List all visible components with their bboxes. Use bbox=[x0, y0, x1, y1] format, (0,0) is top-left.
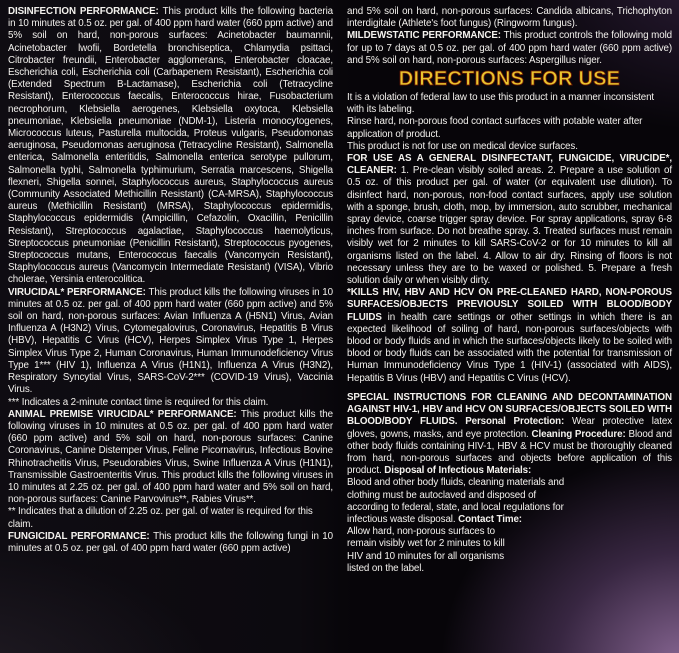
bold-run: ANIMAL PREMISE VIRUCIDAL* PERFORMANCE: bbox=[8, 408, 241, 420]
text-run: It is a violation of federal law to use this product in a manner inconsistent with its labeling. bbox=[347, 92, 655, 116]
text-run: Wear protective latex gloves, gowns, masks, and eye protection. bbox=[347, 416, 672, 440]
text-run: Allow hard, non-porous surfaces to remain visibly wet for 2 minutes to kill HIV and 10 minutes for all organisms listed on the label. bbox=[347, 526, 505, 574]
bold-run: MILDEWSTATIC PERFORMANCE: bbox=[347, 30, 504, 42]
paragraph-fungicidal-performance-continued bbox=[347, 6, 672, 30]
text-run: This product kills the following viruses in 10 minutes at 0.5 oz. per gal. of 400 ppm hard water (660 ppm active) and 5% soil on hard, non-porous surfaces: Canine Coronavirus, Canine Distemper Virus, Feline Picornavirus, Infectious Bovine Rhinotracheitis Virus, Pseudorabies Virus, Swine Influenza A Virus (H1N1), Transmissible Gastroenteritis Virus. This product kills the following viruses in 10 minutes at 2.25 oz. per gal. of 400 ppm hard water and 5% soil on hard, non-porous surfaces: Canine Parvovirus**, Rabies Virus**. bbox=[8, 408, 334, 506]
paragraph-mildewstatic-performance bbox=[347, 30, 672, 67]
paragraph-two-minute-contact-note bbox=[8, 397, 333, 409]
right-column-bottom bbox=[347, 92, 672, 575]
bold-run: Cleaning Procedure: bbox=[531, 428, 629, 440]
text-run: This product kills the following bacteria in 10 minutes at 0.5 oz. per gal. of 400 ppm hard water (660 ppm active) and 5% soil on hard, non-porous surfaces: Acinetobacter baumannii, Acinetobacter lwofii, Bordetella bronchiseptica, Chlamydia psittaci, Citrobacter freundii, Enterobacter agglomerans, Enterobacter cloacae, Escherichia coli, Escherichia coli (Carbapenem Resistant), Escherichia coli (Extended Spectrum B-Lactamase), Escherichia coli (Tetracycline Resistant), Enterococcus faecalis, Enterococcus hirae, Fusobacterium necrophorum, Klebsiella aerogenes, Klebsiella oxytoca, Klebsiella pneumoniae, Klebsiella pneumoniae (NDM-1), Listeria monocytogenes, Micrococcus luteus, Pasturella multocida, Proteus vulgaris, Pseudomonas aeruginosa, Pseudomonas aeruginosa (Tetracycline Resistant), Salmonella enterica, Salmonella enteritidis, Salmonella enterica serotype pullorum, Salmonella typhi, Salmonella typhimurium, Serratia marcescens, Shigella flexneri, Shigella sonnei, Staphylococcus aureus, Staphylococcus aureus (Community Associated Methicillin Resistant) (CA-MRSA), Staphylococcus aureus (Methicillin Resistant) (MRSA), Staphylococcus epidermidis, Staphylococcus epidermidis (Ampicillin, Cefazolin, Oxacillin, Penicillin Resistant), Streptococcus agalactiae, Staphylococcus haemolyticus, Streptococcus pneumoniae (Penicillin Resistant), Streptococcus pyogenes, Streptococcus mutans, Enterococcus faecalis (Vancomycin Resistant), Staphylococcus aureus (Vancomycin Intermediate Resistant) (VISA), Vibrio cholerae, Yersinia enterocolitica. bbox=[8, 6, 333, 286]
left-column bbox=[8, 6, 333, 555]
text-run: in health care settings or other settings in which there is an expected likelihood of soiling of hard, non-porous surfaces/objects with blood or body fluids and in which the surfaces/objects likely to be soiled with blood or body fluids can be associated with the potential for transmission of Human Immunodeficiency Virus Type 1 (HIV-1) (associated with AIDS), Hepatitis B Virus (HBV) and Hepatitis C Virus (HCV). bbox=[347, 311, 672, 384]
text-run: This product controls the following mold for up to 7 days at 0.5 oz. per gal. of 400 ppm hard water (660 ppm active) and 5% soil on hard, non-porous surfaces: Aspergillus niger. bbox=[347, 30, 672, 66]
paragraph-rinse-statement bbox=[347, 116, 672, 140]
paragraph-federal-law-statement bbox=[347, 92, 672, 116]
right-column-top bbox=[347, 6, 672, 67]
text-run: ** Indicates that a dilution of 2.25 oz. per gal. of water is required for this claim. bbox=[8, 506, 313, 530]
paragraph-medical-device-statement bbox=[347, 141, 672, 153]
paragraph-kills-hiv-hbv-hcv-statement bbox=[347, 287, 672, 385]
bold-run: Disposal of Infectious Materials: bbox=[384, 465, 532, 477]
bold-run: SPECIAL INSTRUCTIONS FOR CLEANING AND DECONTAMINATION AGAINST HIV-1, HBV and HCV ON SURFACES/OBJECTS SOILED WITH BLOOD/BODY FLUIDS. bbox=[347, 391, 672, 428]
text-run: *** Indicates a 2-minute contact time is required for this claim. bbox=[8, 396, 269, 408]
paragraph-general-disinfectant-directions bbox=[347, 153, 672, 287]
text-run: This product is not for use on medical device surfaces. bbox=[347, 140, 578, 152]
text-run: Blood and other body fluids, cleaning materials and clothing must be autoclaved and disposed of according to federal, state, and local regulations for infectious waste disposal. bbox=[347, 477, 565, 525]
bold-run: *KILLS HIV, HBV AND HCV ON PRE-CLEANED HARD, NON-POROUS SURFACES/OBJECTS PREVIOUSLY SOILED WITH BLOOD/BODY FLUIDS bbox=[347, 287, 672, 323]
text-run: and 5% soil on hard, non-porous surfaces: Candida albicans, Trichophyton interdigitale (Athlete's foot fungus) (Ringworm fungus). bbox=[347, 6, 672, 30]
text-run: This product kills the following fungi in 10 minutes at 0.5 oz. per gal. of 400 ppm hard water (660 ppm active) bbox=[8, 530, 334, 554]
bold-run: FOR USE AS A GENERAL DISINFECTANT, FUNGICIDE, VIRUCIDE*, CLEANER: bbox=[347, 153, 672, 177]
paragraph-fungicidal-performance bbox=[8, 531, 333, 555]
bold-run: Personal Protection: bbox=[465, 416, 572, 428]
corner-glow-spacer bbox=[522, 523, 672, 603]
paragraph-virucidal-performance bbox=[8, 287, 333, 397]
bold-run: DISINFECTION PERFORMANCE: bbox=[8, 6, 163, 17]
paragraph-dilution-note bbox=[8, 506, 333, 530]
text-run: 1. Pre-clean visibly soiled areas. 2. Prepare a use solution of 0.5 oz. of this product per gal. of water (or equivalent use dilution). To disinfect hard, non-porous, non-food contact surfaces, apply use solution with a sponge, brush, cloth, mop, by immersion, auto scrubber, mechanical spray device, coarse trigger spray device. For spray applications, spray 6-8 inches from surface. Do not breathe spray. 3. Treated surfaces must remain visibly wet for 2 minutes to kill SARS-CoV-2 or for 10 minutes to kill all organisms listed on the label. 4. Allow to air dry. Rinsing of floors is not necessary unless they are to be waxed or polished. 5. Prepare a fresh solution daily or when visibly dirty. bbox=[347, 165, 672, 287]
bold-run: VIRUCIDAL* PERFORMANCE: bbox=[8, 286, 149, 298]
text-run: This product kills the following viruses in 10 minutes at 0.5 oz. per gal. of 400 ppm hard water (660 ppm active) and 5% soil on hard, non-porous surfaces: Avian Influenza A (H5N1) Virus, Avian Influenza A (H3N2) Virus, Cytomegalovirus, Coronavirus, Hepatitis B Virus (HBV), Hepatitis C Virus (HCV), Herpes Simplex Virus Type 1, Herpes Simplex Virus Type 2, Human Coronavirus, Human Immunodeficiency Virus Type 1*** (HIV 1), Influenza A Virus (H1N1), Influenza A Virus (H3N2), Respiratory Syncytial Virus, SARS-CoV-2*** (COVID-19 Virus), Vaccinia Virus. bbox=[8, 286, 333, 396]
bold-run: Contact Time: bbox=[458, 513, 522, 525]
text-run: Blood and other body fluids containing HIV-1, HBV & HCV must be thoroughly cleaned from hard, non-porous surfaces and objects before application of this product. bbox=[347, 428, 672, 477]
directions-for-use-heading: DIRECTIONS FOR USE bbox=[398, 68, 621, 91]
corner-glow-spacer bbox=[567, 477, 672, 523]
paragraph-animal-premise-virucidal-performance bbox=[8, 409, 333, 507]
paragraph-disinfection-performance bbox=[8, 6, 333, 287]
bold-run: FUNGICIDAL PERFORMANCE: bbox=[8, 530, 154, 542]
text-run: Rinse hard, non-porous food contact surfaces with potable water after application of product. bbox=[347, 116, 643, 140]
paragraph-special-instructions bbox=[347, 392, 672, 477]
right-column bbox=[347, 6, 672, 603]
